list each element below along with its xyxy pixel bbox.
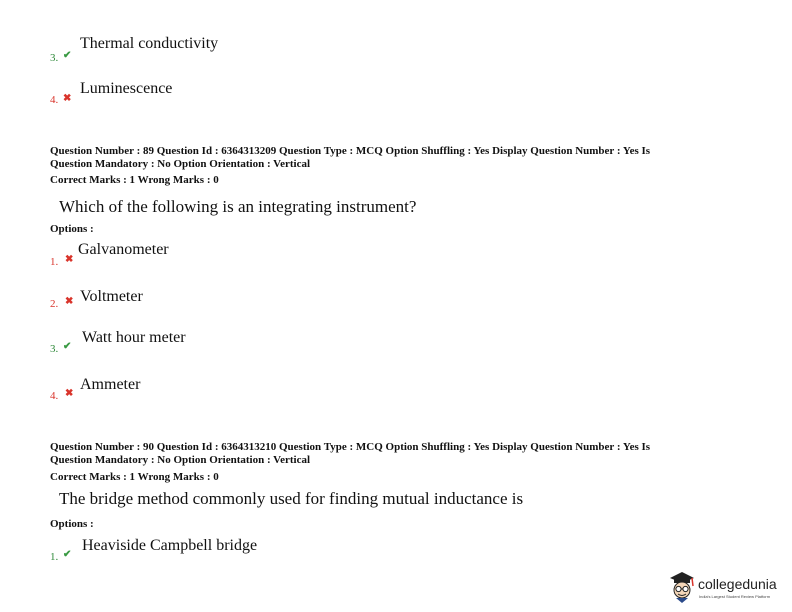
question-marks: Correct Marks : 1 Wrong Marks : 0 bbox=[50, 174, 219, 186]
options-label: Options : bbox=[50, 223, 94, 235]
question-marks: Correct Marks : 1 Wrong Marks : 0 bbox=[50, 471, 219, 483]
question-text: Which of the following is an integrating instrument? bbox=[59, 197, 417, 216]
correct-check-icon: ✔ bbox=[63, 549, 72, 560]
option-text: Heaviside Campbell bridge bbox=[82, 537, 258, 554]
option-number: 1. bbox=[50, 551, 59, 563]
question-text: The bridge method commonly used for finding mutual inductance is bbox=[59, 489, 524, 508]
option-number: 3. bbox=[50, 343, 59, 355]
option-number: 3. bbox=[50, 52, 59, 64]
option-text: Ammeter bbox=[80, 376, 141, 393]
option-number: 4. bbox=[50, 390, 59, 402]
wrong-cross-icon: ✖ bbox=[65, 296, 74, 307]
options-label: Options : bbox=[50, 518, 94, 530]
wrong-cross-icon: ✖ bbox=[65, 388, 74, 399]
option-number: 1. bbox=[50, 256, 59, 268]
question-meta-line2: Question Mandatory : No Option Orientation : Vertical bbox=[50, 158, 311, 170]
option-text: Luminescence bbox=[80, 80, 173, 97]
correct-check-icon: ✔ bbox=[63, 341, 72, 352]
question-meta-line1: Question Number : 89 Question Id : 6364313209 Question Type : MCQ Option Shuffling : Yes Display Question Number : Yes Is bbox=[50, 145, 651, 157]
option-number: 2. bbox=[50, 298, 59, 310]
wrong-cross-icon: ✖ bbox=[65, 254, 74, 265]
option-number: 4. bbox=[50, 94, 59, 106]
graduate-mascot-icon bbox=[668, 570, 696, 604]
wrong-cross-icon: ✖ bbox=[63, 93, 72, 104]
option-text: Galvanometer bbox=[78, 241, 169, 258]
question-meta-line1: Question Number : 90 Question Id : 6364313210 Question Type : MCQ Option Shuffling : Yes Display Question Number : Yes Is bbox=[50, 441, 651, 453]
option-text: Thermal conductivity bbox=[80, 35, 219, 52]
correct-check-icon: ✔ bbox=[63, 50, 72, 61]
option-text: Watt hour meter bbox=[82, 329, 186, 346]
logo-tagline: India's Largest Student Review Platform bbox=[699, 594, 771, 599]
collegedunia-logo[interactable] bbox=[668, 570, 786, 606]
question-meta-line2: Question Mandatory : No Option Orientation : Vertical bbox=[50, 454, 311, 466]
logo-wordmark: collegedunia bbox=[698, 576, 777, 592]
option-text: Voltmeter bbox=[80, 288, 143, 305]
